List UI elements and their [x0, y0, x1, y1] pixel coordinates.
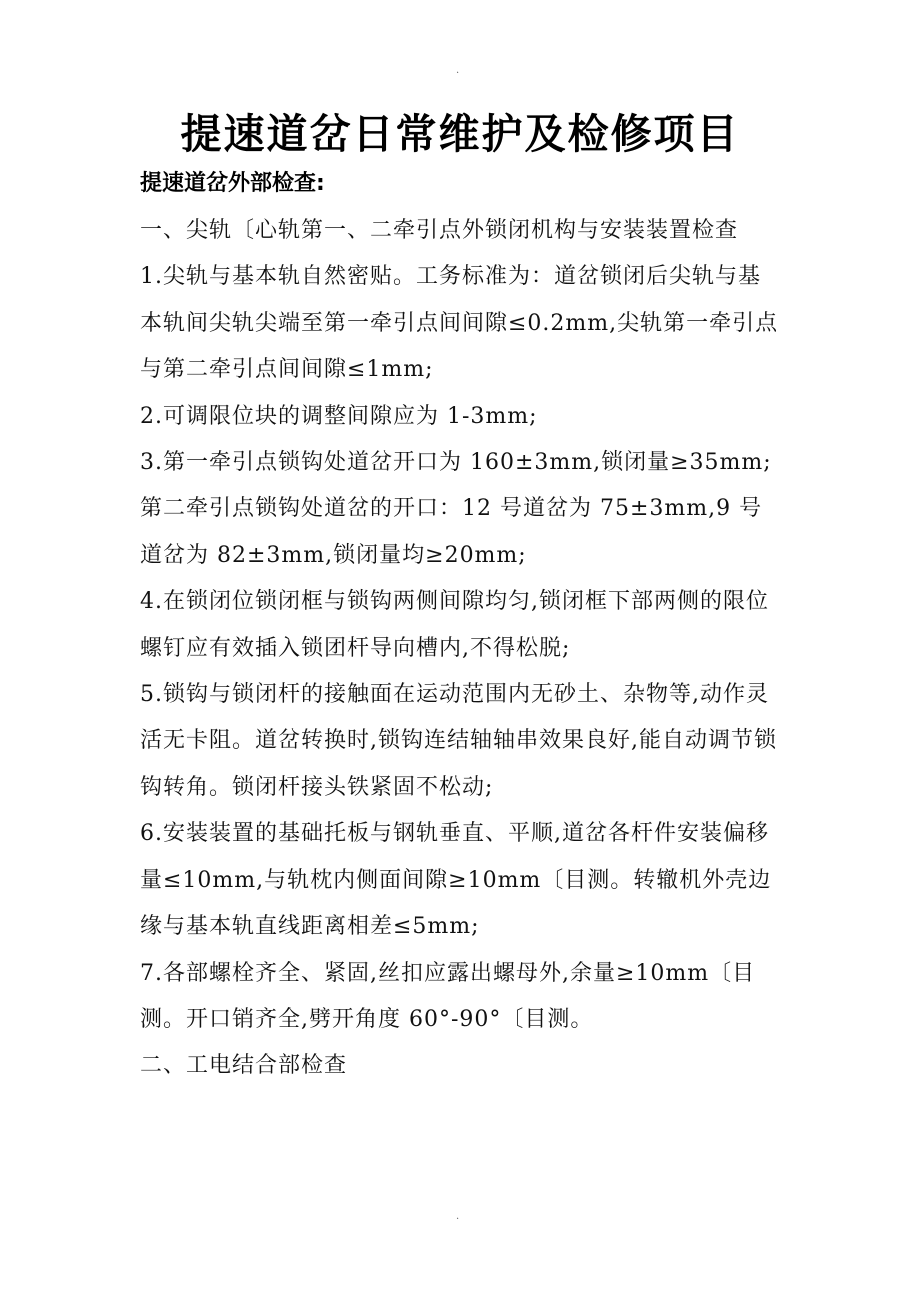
section-2-heading: 二、工电结合部检查: [140, 1053, 348, 1079]
document-title: 提速道岔日常维护及检修项目: [180, 110, 740, 158]
item-6: 6.安装装置的基础托板与钢轨垂直、平顺,道岔各杆件安装偏移量≤10mm,与轨枕内侧面间隙≥10mm〔目测。转辙机外壳边缘与基本轨直线距离相差≤5mm;: [140, 821, 772, 940]
page-dot-mark: .: [456, 65, 460, 76]
section-1-heading: 一、尖轨〔心轨第一、二牵引点外锁闭机构与安装装置检查: [140, 218, 739, 243]
section-heading: 提速道岔外部检查:: [140, 171, 325, 196]
item-2: 2.可调限位块的调整间隙应为 1-3mm;: [140, 403, 538, 429]
item-3: 3.第一牵引点锁钩处道岔开口为 160±3mm,锁闭量≥35mm; 第二牵引点锁钩处道岔的开口：12 号道岔为 75±3mm,9 号道岔为 82±3mm,锁闭量均≥20mm;: [140, 450, 772, 568]
item-5: 5.锁钩与锁闭杆的接触面在运动范围内无砂土、杂物等,动作灵活无卡阻。道岔转换时,锁钩连结轴轴串效果良好,能自动调节锁钩转角。锁闭杆接头铁紧固不松动;: [140, 682, 777, 800]
document-body: [140, 208, 782, 1090]
page-dot-mark-bottom: .: [456, 1211, 460, 1222]
item-4: 4.在锁闭位锁闭框与锁钩两侧间隙均匀,锁闭框下部两侧的限位螺钉应有效插入锁团杆导向槽内,不得松脱;: [140, 589, 769, 661]
item-7: 7.各部螺栓齐全、紧固,丝扣应露出螺母外,余量≥10mm〔目测。开口销齐全,劈开角度 60°-90°〔目测。: [140, 960, 756, 1032]
item-1: 1.尖轨与基本轨自然密贴。工务标准为：道岔锁闭后尖轨与基本轨间尖轨尖端至第一牵引点间间隙≤0.2mm,尖轨第一牵引点与第二牵引点间间隙≤1mm;: [140, 264, 779, 383]
